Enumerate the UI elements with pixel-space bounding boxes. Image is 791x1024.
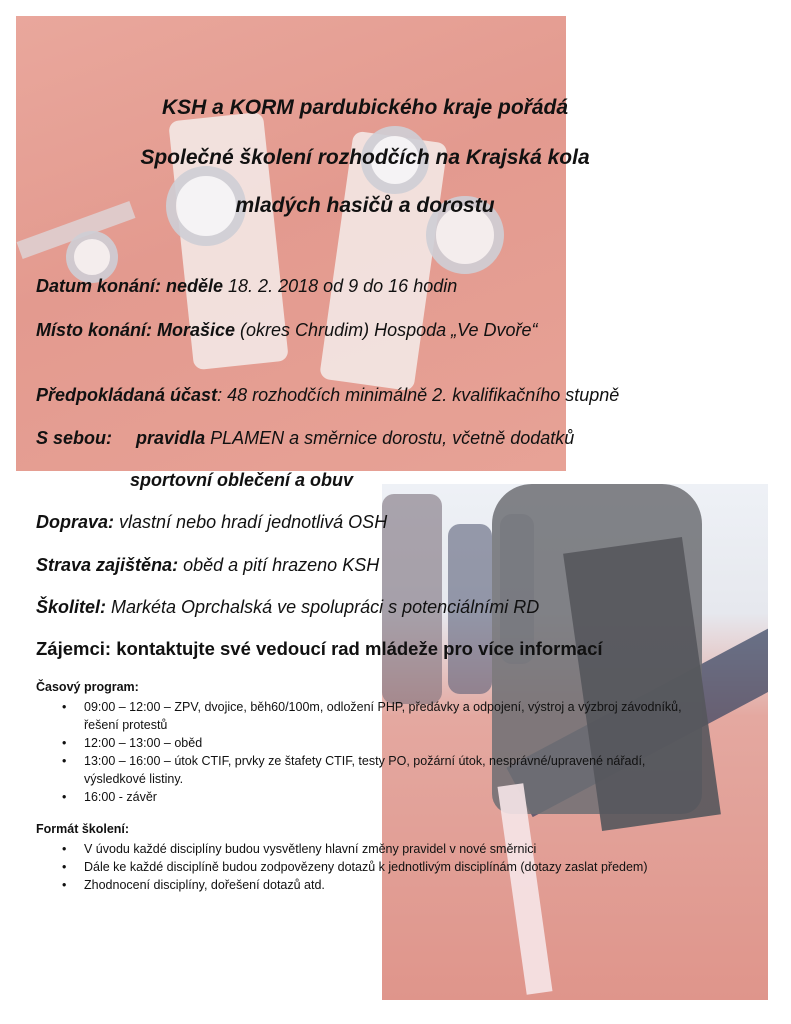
food-value: oběd a pití hrazeno KSH — [178, 555, 380, 575]
bring-item-2-text: sportovní oblečení a obuv — [130, 470, 354, 490]
title-line-2: Společné školení rozhodčích na Krajská kola — [140, 146, 590, 169]
attendance-row — [36, 385, 619, 406]
event-date-row — [36, 276, 457, 297]
format-item: • Dále ke každé disciplíně budou zodpovězeny dotazů k jednotlivým disciplínám (dotazy zaslat předem) — [60, 858, 700, 876]
bring-label: S sebou: — [36, 428, 113, 448]
transport-row — [36, 512, 387, 533]
title-line-1: KSH a KORM pardubického kraje pořádá — [161, 96, 569, 119]
program-item: • 09:00 – 12:00 – ZPV, dvojice, běh60/100m, odložení PHP, předávky a odpojení, výstroj a výzbroj závodníků, řešení protestů — [60, 698, 700, 734]
event-place-value: (okres Chrudim) Hospoda „Ve Dvoře“ — [235, 320, 538, 340]
event-place-row — [36, 320, 537, 341]
program-item: • 16:00 - závěr — [60, 788, 700, 806]
food-label: Strava zajištěna: — [36, 555, 179, 575]
transport-label: Doprava: — [36, 512, 115, 532]
transport-value: vlastní nebo hradí jednotlivá OSH — [114, 512, 388, 532]
format-heading: Formát školení: — [36, 822, 130, 836]
program-item: • 12:00 – 13:00 – oběd — [60, 734, 700, 752]
contact-line: Zájemci: kontaktujte své vedoucí rad mládeže pro více informací — [36, 638, 603, 659]
bring-item-1-rest: PLAMEN a směrnice dorostu, včetně dodatků — [205, 428, 575, 448]
trainer-label: Školitel: — [36, 597, 107, 617]
event-place-label: Místo konání: Morašice — [36, 320, 236, 340]
attendance-label: Předpokládaná účast — [36, 385, 218, 405]
event-date-value: 18. 2. 2018 od 9 do 16 hodin — [223, 276, 458, 296]
food-row — [36, 555, 379, 576]
trainer-value: Markéta Oprchalská ve spolupráci s potenciálními RD — [106, 597, 540, 617]
attendance-value: : 48 rozhodčích minimálně 2. kvalifikačního stupně — [217, 385, 620, 405]
bring-item-1-bold: pravidla — [136, 428, 206, 448]
bring-item-2 — [130, 470, 353, 491]
trainer-row — [36, 597, 539, 618]
program-item: • 13:00 – 16:00 – útok CTIF, prvky ze štafety CTIF, testy PO, požární útok, nesprávné/upravené nářadí, výsledkové listiny. — [60, 752, 700, 788]
program-heading: Časový program: — [36, 680, 139, 694]
event-date-label: Datum konání: neděle — [36, 276, 224, 296]
title-line-3: mladých hasičů a dorostu — [235, 194, 495, 217]
bring-row — [36, 428, 574, 449]
program-list — [60, 698, 700, 806]
format-item: • Zhodnocení disciplíny, dořešení dotazů atd. — [60, 876, 700, 894]
format-list — [60, 840, 700, 894]
format-item: • V úvodu každé disciplíny budou vysvětleny hlavní změny pravidel v nové směrnici — [60, 840, 700, 858]
